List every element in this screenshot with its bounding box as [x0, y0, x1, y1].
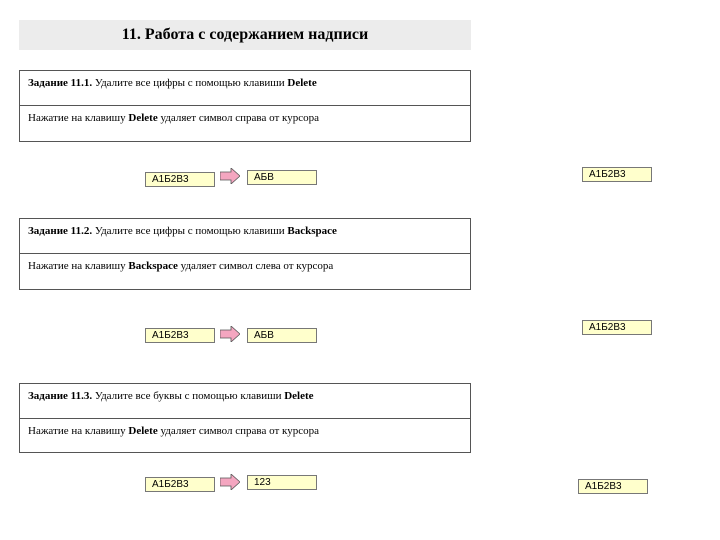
task-2-hint-text: удаляет символ слева от курсора	[177, 260, 334, 272]
task-2-arrow-icon	[220, 326, 240, 342]
task-3-arrow-icon	[220, 474, 240, 490]
task-3-source-text[interactable]: А1Б2В3	[145, 477, 215, 492]
task-2-key: Backspace	[287, 225, 337, 237]
task-3-hint-prefix: Нажатие на клавишу	[28, 425, 129, 437]
task-2-source-text[interactable]: А1Б2В3	[145, 328, 215, 343]
task-3-side-text[interactable]: А1Б2В3	[578, 479, 648, 494]
page-title: 11. Работа с содержанием надписи	[19, 20, 471, 50]
task-2-side-text[interactable]: А1Б2В3	[582, 320, 652, 335]
task-2-hint-key: Backspace	[128, 260, 178, 272]
task-3-text: Удалите все буквы с помощью клавиши	[92, 390, 285, 402]
task-3-hint-key: Delete	[128, 425, 158, 437]
task-1-key: Delete	[287, 77, 317, 89]
task-3-result-text[interactable]: 123	[247, 475, 317, 490]
task-1-text: Удалите все цифры с помощью клавиши	[92, 77, 288, 89]
task-1-instruction	[19, 70, 471, 106]
task-2-result-text[interactable]: АБВ	[247, 328, 317, 343]
task-3-hint-text: удаляет символ справа от курсора	[157, 425, 319, 437]
task-1-hint	[19, 105, 471, 142]
task-1-hint-prefix: Нажатие на клавишу	[28, 112, 129, 124]
task-1-arrow-icon	[220, 168, 240, 184]
task-1-hint-key: Delete	[128, 112, 158, 124]
task-2-hint	[19, 253, 471, 290]
task-1-label: Задание 11.1.	[28, 77, 93, 89]
task-1-hint-text: удаляет символ справа от курсора	[157, 112, 319, 124]
task-1-result-text[interactable]: АБВ	[247, 170, 317, 185]
task-2-instruction	[19, 218, 471, 254]
task-2-text: Удалите все цифры с помощью клавиши	[92, 225, 288, 237]
task-1-source-text[interactable]: А1Б2В3	[145, 172, 215, 187]
task-1-side-text[interactable]: А1Б2В3	[582, 167, 652, 182]
task-3-label: Задание 11.3.	[28, 390, 93, 402]
task-2-hint-prefix: Нажатие на клавишу	[28, 260, 129, 272]
task-2-label: Задание 11.2.	[28, 225, 93, 237]
task-3-key: Delete	[284, 390, 314, 402]
task-3-hint	[19, 418, 471, 453]
task-3-instruction	[19, 383, 471, 419]
